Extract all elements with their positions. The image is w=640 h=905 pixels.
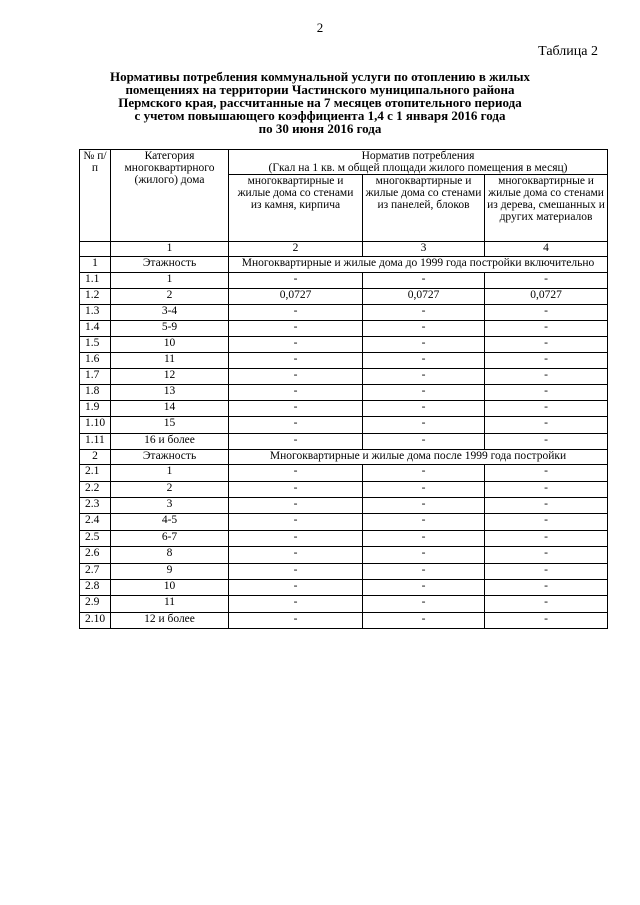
column-number: 2 [229,242,363,257]
row-value-panel: - [363,465,485,481]
table-row [80,288,608,304]
row-value-stone: - [229,369,363,385]
row-value-wood: - [485,465,608,481]
table-row [80,563,608,579]
row-number: 1.10 [80,417,111,433]
row-value-wood: - [485,401,608,417]
table-row [80,481,608,497]
row-category: 10 [111,579,229,595]
table-row [80,465,608,481]
row-number: 1.7 [80,369,111,385]
row-value-panel: - [363,385,485,401]
row-value-stone: - [229,547,363,563]
column-number: 3 [363,242,485,257]
table-row [80,369,608,385]
header-col-panel: многоквартирные и жилые дома со стенами из панелей, блоков [363,175,485,242]
table-row [80,417,608,433]
table-row [80,385,608,401]
row-value-stone: - [229,385,363,401]
table-row [80,433,608,449]
row-number: 2.9 [80,596,111,612]
row-number: 1.6 [80,353,111,369]
table-row [80,353,608,369]
table-label: Таблица 2 [538,44,598,59]
section-label: Этажность [111,257,229,273]
title-line: Нормативы потребления коммунальной услуги по отоплению в жилых [110,69,530,84]
row-category: 12 и более [111,612,229,628]
table-row [80,579,608,595]
row-value-stone: - [229,433,363,449]
table-row [80,596,608,612]
row-value-stone: - [229,481,363,497]
row-category: 16 и более [111,433,229,449]
row-category: 13 [111,385,229,401]
table-row [80,530,608,546]
section-num: 1 [80,257,111,273]
row-number: 1.2 [80,288,111,304]
section-num: 2 [80,449,111,465]
row-value-wood: - [485,353,608,369]
row-category: 3-4 [111,304,229,320]
section-caption: Многоквартирные и жилые дома после 1999 года постройки [229,449,608,465]
table-row [80,401,608,417]
row-category: 11 [111,596,229,612]
header-row [80,150,608,175]
row-value-stone: - [229,514,363,530]
row-category: 5-9 [111,320,229,336]
row-value-wood: - [485,612,608,628]
row-value-panel: - [363,417,485,433]
row-value-wood: - [485,481,608,497]
row-value-panel: - [363,304,485,320]
column-number [80,242,111,257]
row-value-stone: - [229,304,363,320]
document-title [70,70,570,135]
row-number: 1.1 [80,272,111,288]
row-value-wood: - [485,304,608,320]
row-category: 15 [111,417,229,433]
section-label: Этажность [111,449,229,465]
row-value-wood: 0,0727 [485,288,608,304]
column-number: 1 [111,242,229,257]
row-category: 12 [111,369,229,385]
row-category: 9 [111,563,229,579]
header-norm-title: Норматив потребления [361,150,475,162]
table-row [80,336,608,352]
row-category: 3 [111,498,229,514]
row-value-panel: - [363,433,485,449]
row-value-stone: - [229,401,363,417]
row-category: 6-7 [111,530,229,546]
table-row [80,304,608,320]
row-category: 11 [111,353,229,369]
row-value-panel: - [363,320,485,336]
row-value-panel: - [363,336,485,352]
header-category: Категория многоквартирного (жилого) дома [111,150,229,242]
table-row [80,547,608,563]
row-value-wood: - [485,272,608,288]
row-category: 10 [111,336,229,352]
row-value-panel: - [363,498,485,514]
row-value-wood: - [485,369,608,385]
row-value-panel: - [363,596,485,612]
row-value-stone: - [229,272,363,288]
row-value-stone: - [229,563,363,579]
title-line: Пермского края, рассчитанные на 7 месяцев отопительного периода [118,95,522,110]
row-value-stone: - [229,353,363,369]
row-value-wood: - [485,433,608,449]
row-number: 1.5 [80,336,111,352]
title-line: по 30 июня 2016 года [258,121,382,136]
row-value-wood: - [485,596,608,612]
row-value-panel: - [363,514,485,530]
section-header-row [80,449,608,465]
header-num: № п/п [80,150,111,242]
row-value-wood: - [485,336,608,352]
header-norm [229,150,608,175]
row-value-wood: - [485,547,608,563]
table-row [80,612,608,628]
row-value-wood: - [485,563,608,579]
row-value-wood: - [485,385,608,401]
table-row [80,272,608,288]
row-value-stone: - [229,417,363,433]
row-value-wood: - [485,417,608,433]
row-category: 2 [111,288,229,304]
title-line: помещениях на территории Частинского муниципального района [125,82,515,97]
page-number: 2 [316,20,324,35]
column-number: 4 [485,242,608,257]
row-value-stone: - [229,320,363,336]
row-value-panel: - [363,272,485,288]
row-value-stone: - [229,465,363,481]
row-number: 1.9 [80,401,111,417]
row-category: 14 [111,401,229,417]
row-category: 2 [111,481,229,497]
row-value-stone: - [229,612,363,628]
header-norm-unit: (Гкал на 1 кв. м общей площади жилого помещения в месяц) [268,162,568,174]
row-value-panel: - [363,579,485,595]
row-category: 4-5 [111,514,229,530]
row-category: 1 [111,272,229,288]
row-number: 2.5 [80,530,111,546]
row-number: 2.3 [80,498,111,514]
row-category: 8 [111,547,229,563]
row-number: 2.6 [80,547,111,563]
table-row [80,498,608,514]
row-value-panel: - [363,401,485,417]
row-value-panel: - [363,530,485,546]
row-value-wood: - [485,320,608,336]
row-value-panel: - [363,547,485,563]
row-value-panel: 0,0727 [363,288,485,304]
row-number: 2.2 [80,481,111,497]
row-number: 2.7 [80,563,111,579]
header-col-stone: многоквартирные и жилые дома со стенами из камня, кирпича [229,175,363,242]
table-row [80,320,608,336]
row-value-panel: - [363,612,485,628]
row-value-wood: - [485,530,608,546]
column-numbers-row [80,242,608,257]
row-value-stone: - [229,530,363,546]
row-value-stone: - [229,579,363,595]
section-header-row [80,257,608,273]
title-line: с учетом повышающего коэффициента 1,4 с 1 января 2016 года [134,108,506,123]
table-row [80,514,608,530]
row-value-wood: - [485,579,608,595]
row-category: 1 [111,465,229,481]
row-number: 2.1 [80,465,111,481]
row-value-stone: - [229,596,363,612]
row-value-wood: - [485,514,608,530]
row-number: 1.11 [80,433,111,449]
row-value-panel: - [363,353,485,369]
norms-table [79,149,608,629]
row-value-stone: - [229,498,363,514]
row-number: 2.10 [80,612,111,628]
row-value-panel: - [363,369,485,385]
row-number: 1.8 [80,385,111,401]
row-number: 1.3 [80,304,111,320]
row-value-panel: - [363,481,485,497]
row-number: 2.4 [80,514,111,530]
row-value-stone: - [229,336,363,352]
section-caption: Многоквартирные и жилые дома до 1999 года постройки включительно [229,257,608,273]
row-number: 2.8 [80,579,111,595]
row-value-stone: 0,0727 [229,288,363,304]
header-col-wood: многоквартирные и жилые дома со стенами из дерева, смешанных и других материалов [485,175,608,242]
row-number: 1.4 [80,320,111,336]
row-value-panel: - [363,563,485,579]
row-value-wood: - [485,498,608,514]
